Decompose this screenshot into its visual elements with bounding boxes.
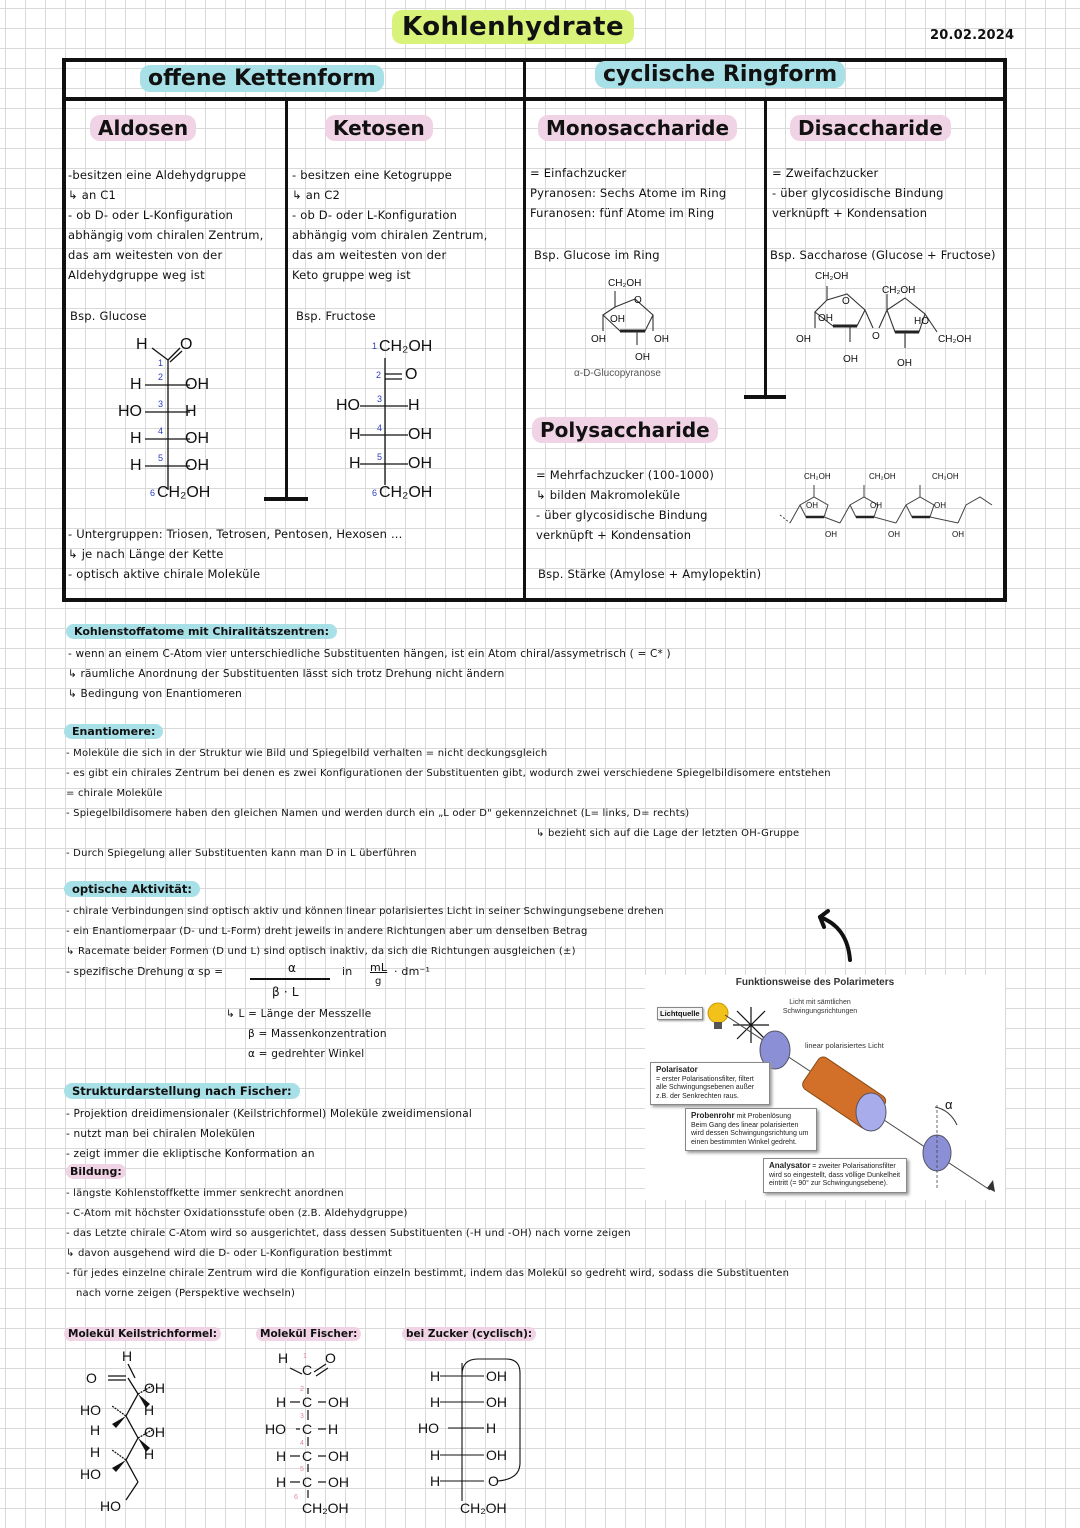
ketosen-title: Ketosen [325,116,433,140]
disaccharide-title: Disaccharide [790,116,951,140]
table-left-border [62,58,66,602]
ketosen-notes: - besitzen eine Ketogruppe ↳ an C2 - ob D- oder L-Konfiguration abhängig vom chiralen Zentrum, das am weitesten von der Keto gruppe weg ist [292,168,488,282]
fructose-fischer-bonds [330,340,450,500]
monosaccharide-example: Bsp. Glucose im Ring [534,248,660,262]
aldosen-notes: -besitzen eine Aldehydgruppe ↳ an C1 - ob D- oder L-Konfiguration abhängig vom chiralen Zentrum, das am weitesten von der Aldehydgruppe weg ist [68,168,264,282]
date-label: 20.02.2024 [930,28,1015,43]
ketosen-example: Bsp. Fructose [296,309,376,323]
linear-polarized-label: linear polarisiertes Licht [805,1041,884,1050]
bildung-title: Bildung: [66,1164,126,1178]
table-center-divider [523,58,526,602]
mono-di-divider [764,100,767,398]
alpha-label: α [945,1097,953,1112]
table-header-divider [62,97,1007,101]
fischer-notes: - Projektion dreidimensionaler (Keilstrichformel) Moleküle zweidimensional - nutzt man bei chiralen Molekülen - zeigt immer die ekliptische Konformation an [66,1108,472,1160]
probenrohr-callout: Probenrohr mit Probenlösung Beim Gang des linear polarisierten wird dessen Schwingungsrichtung um einen bestimmten Winkel gedreht. [685,1108,817,1151]
table-top-border [62,58,1007,62]
formula-legend: ↳ L = Länge der Messzelle β = Massenkonzentration α = gedrehter Winkel [226,1008,387,1060]
analysator-callout: Analysator = zweiter Polarisationsfilter wird so eingestellt, dass völlige Dunkelheit eintritt (= 90° zur Schwingungsebene). [763,1158,907,1193]
monosaccharide-title: Monosaccharide [538,116,737,140]
curved-arrow-icon [808,905,858,965]
monosaccharide-notes: = Einfachzucker Pyranosen: Sechs Atome im Ring Furanosen: fünf Atome im Ring [530,166,727,220]
fraction-bar [250,978,330,980]
polarimeter-diagram [645,975,1005,1200]
polysaccharide-title: Polysaccharide [532,418,718,442]
divider-foot [264,497,308,501]
fischer-section-title: Strukturdarstellung nach Fischer: [64,1084,300,1098]
divider-foot [744,395,786,399]
header-cyclische-ringform: cyclische Ringform [595,62,845,87]
optische-aktivitaet-notes: - chirale Verbindungen sind optisch aktiv und können linear polarisiertes Licht in seiner Schwingungsebene drehen - ein Enantiomerpaar (D- und L-Form) dreht jeweils in andere Richtungen aber um denselben Betrag ↳ Racemate beider Formen (D und L) sind optisch inaktiv, da sich die Richtungen ausgleichen (±) [66,906,664,957]
table-bottom-border [62,598,1007,602]
disaccharide-notes: = Zweifachzucker - über glycosidische Bindung verknüpft + Kondensation [772,166,944,220]
chiral-notes: - wenn an einem C-Atom vier unterschiedliche Substituenten hängen, ist ein Atom chiral/assymetrisch ( = C* ) ↳ räumliche Anordnung der Substituenten lässt sich trotz Drehung nicht ändern ↳ Bedingung von Enantiomeren [68,648,671,700]
disaccharide-example: Bsp. Saccharose (Glucose + Fructose) [770,248,996,262]
header-offene-kettenform: offene Kettenform [140,66,384,91]
enantiomere-section-title: Enantiomere: [64,724,163,738]
polysaccharide-notes: = Mehrfachzucker (100-1000) ↳ bilden Makromoleküle - über glycosidische Bindung verknüpft + Kondensation [536,468,715,542]
kettenform-notes: - Untergruppen: Triosen, Tetrosen, Pentosen, Hexosen ... ↳ je nach Länge der Kette - optisch aktive chirale Moleküle [68,527,403,581]
polysaccharide-example: Bsp. Stärke (Amylose + Amylopektin) [538,567,762,581]
cyclisch-label: bei Zucker (cyclisch): [402,1326,536,1340]
licht-label: Licht mit sämtlichen Schwingungsrichtungen [782,999,858,1015]
fischer-molekuel-label: Molekül Fischer: [256,1326,361,1340]
aldose-ketose-divider [285,100,288,500]
page-title: Kohlenhydrate [392,12,634,42]
polarimeter-title: Funktionsweise des Polarimeters [735,977,895,988]
keilstrich-label: Molekül Keilstrichformel: [64,1326,221,1340]
optische-aktivitaet-title: optische Aktivität: [64,882,200,896]
lichtquelle-label: Lichtquelle [657,1007,703,1020]
enantiomere-notes: - Moleküle die sich in der Struktur wie Bild und Spiegelbild verhalten = nicht deckungsgleich - es gibt ein chirales Zentrum bei denen es zwei Konfigurationen der Substituenten gibt, wodurch zwei verschiedene Spiegelbildisomere entstehen = chirale Moleküle - Spiegelbildisomere haben den gleichen Namen und werden durch ein „L oder D" gekennzeichnet (L= links, D= rechts) ↳ bezieht sich auf die Lage der letzten OH-Gruppe - Durch Spiegelung aller Substituenten kann man D in L überführen [66,748,831,859]
aldosen-example: Bsp. Glucose [70,309,147,323]
chiral-section-title: Kohlenstoffatome mit Chiralitätszentren: [66,624,337,638]
table-right-border [1003,58,1007,602]
aldosen-title: Aldosen [90,116,196,140]
bildung-notes: - längste Kohlenstoffkette immer senkrecht anordnen - C-Atom mit höchster Oxidationsstufe oben (z.B. Aldehydgruppe) - das Letzte chirale C-Atom wird so ausgerichtet, dass dessen Substituenten (-H und -OH) nach vorne zeigen ↳ davon ausgehend wird die D- oder L-Konfiguration bestimmt - für jedes einzelne chirale Zentrum wird die Konfiguration einzeln bestimmt, indem das Molekül so gedreht wird, sodass die Substituenten nach vorne zeigen (Perspektive wechseln) [66,1188,790,1299]
polarisator-callout: Polarisator = erster Polarisationsfilter, filtert alle Schwingungsebenen außer z.B. der Senkrechten raus. [650,1062,770,1105]
glucopyranose-caption: α-D-Glucopyranose [574,368,661,379]
